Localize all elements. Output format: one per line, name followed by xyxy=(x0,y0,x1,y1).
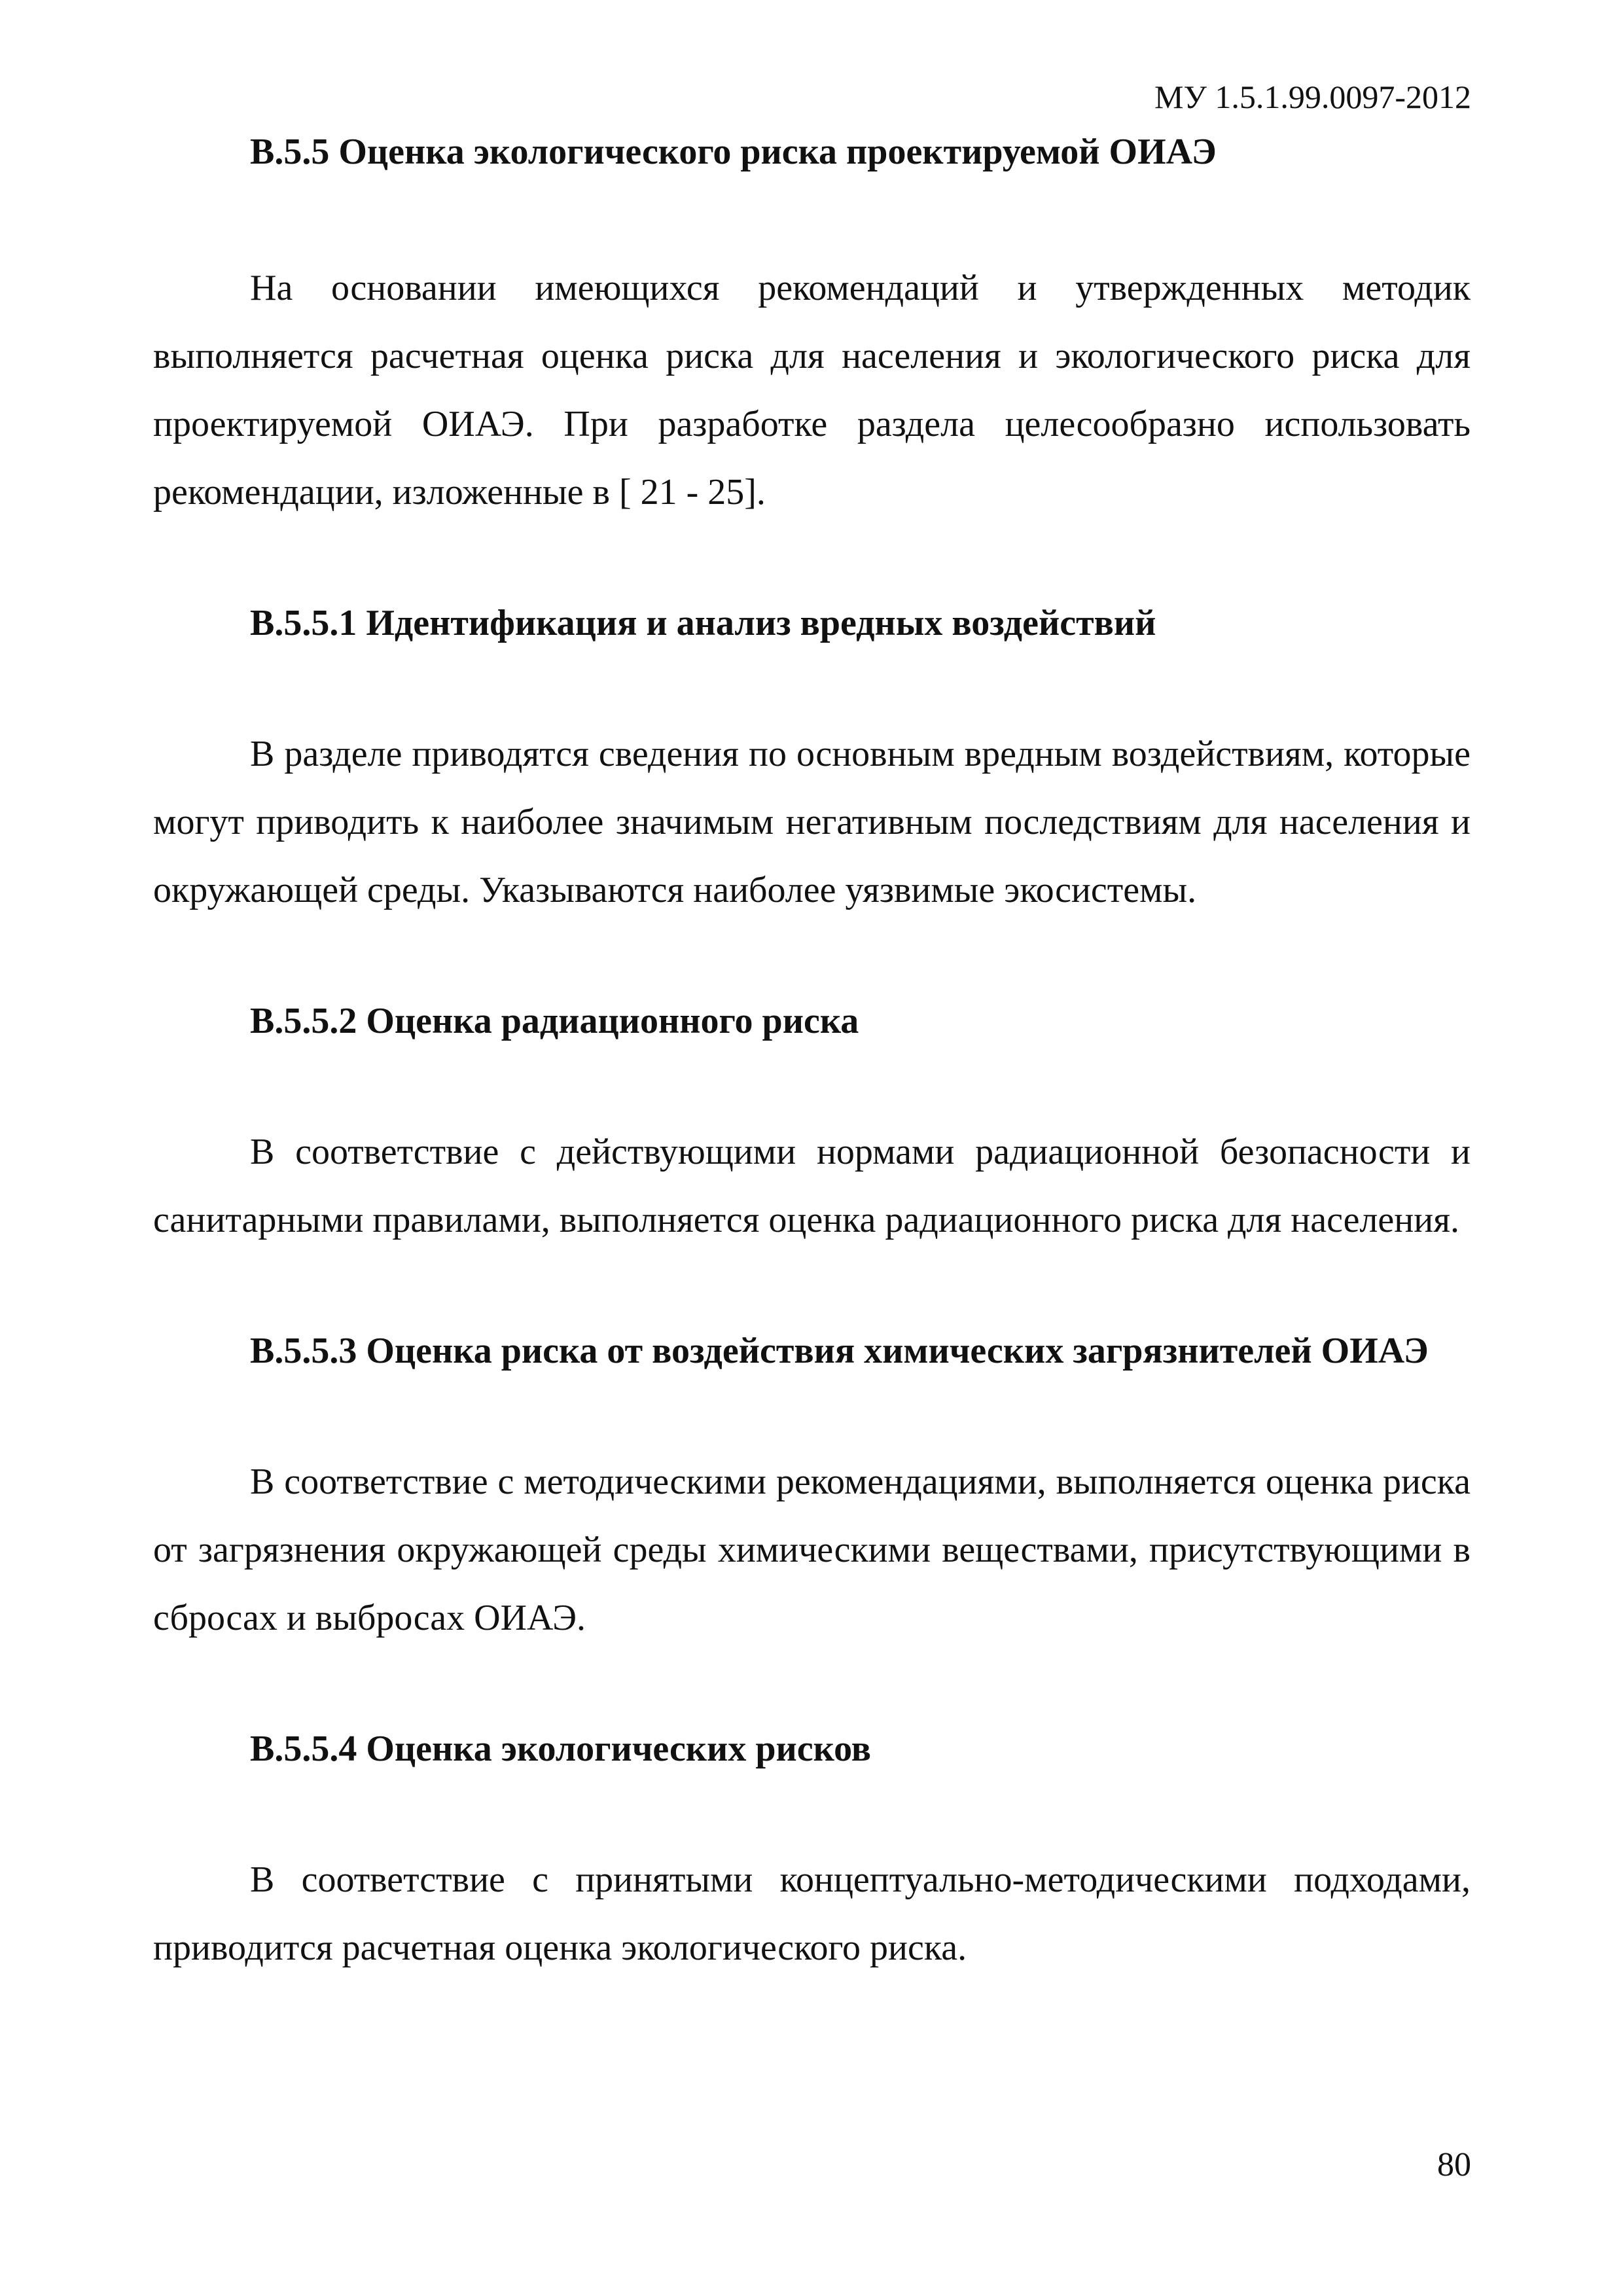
section-heading-b-5-5-3: В.5.5.3 Оценка риска от воздействия химических загрязнителей ОИАЭ xyxy=(250,1331,1429,1371)
spacer xyxy=(153,657,1471,720)
section-paragraph-b-5-5-3: В соответствие с методическими рекомендациями, выполняется оценка риска от загрязнения окружающей среды химическими веществами, присутствующими в сбросах и выбросах ОИАЭ. xyxy=(153,1462,1471,1638)
section-paragraph-b-5-5: На основании имеющихся рекомендаций и утвержденных методик выполняется расчетная оценка риска для населения и экологического риска для проектируемой ОИАЭ. При разработке раздела целесообразно использовать рекомендации, изложенные в [ 21 - 25]. xyxy=(153,268,1471,512)
page-number: 80 xyxy=(1437,2146,1471,2183)
spacer xyxy=(153,1385,1471,1448)
spacer xyxy=(153,526,1471,589)
section-paragraph-b-5-5-2: В соответствие с действующими нормами радиационной безопасности и санитарными правилами, выполняется оценка радиационного риска для населения. xyxy=(153,1132,1471,1240)
spacer xyxy=(153,1055,1471,1118)
spacer xyxy=(153,1254,1471,1317)
section-heading-b-5-5: В.5.5 Оценка экологического риска проектируемой ОИАЭ xyxy=(250,132,1217,172)
section-heading-b-5-5-2: В.5.5.2 Оценка радиационного риска xyxy=(250,1001,859,1041)
document-body xyxy=(153,118,1471,1982)
section-heading-b-5-5-1: В.5.5.1 Идентификация и анализ вредных воздействий xyxy=(250,603,1156,643)
spacer xyxy=(153,1783,1471,1846)
spacer xyxy=(153,924,1471,987)
spacer xyxy=(153,186,1471,254)
spacer xyxy=(153,1652,1471,1715)
document-code: МУ 1.5.1.99.0097-2012 xyxy=(1154,79,1471,115)
section-heading-b-5-5-4: В.5.5.4 Оценка экологических рисков xyxy=(250,1729,871,1769)
section-paragraph-b-5-5-4: В соответствие с принятыми концептуально-методическими подходами, приводится расчетная оценка экологического риска. xyxy=(153,1859,1471,1968)
section-paragraph-b-5-5-1: В разделе приводятся сведения по основным вредным воздействиям, которые могут приводить к наиболее значимым негативным последствиям для населения и окружающей среды. Указываются наиболее уязвимые экосистемы. xyxy=(153,734,1471,910)
